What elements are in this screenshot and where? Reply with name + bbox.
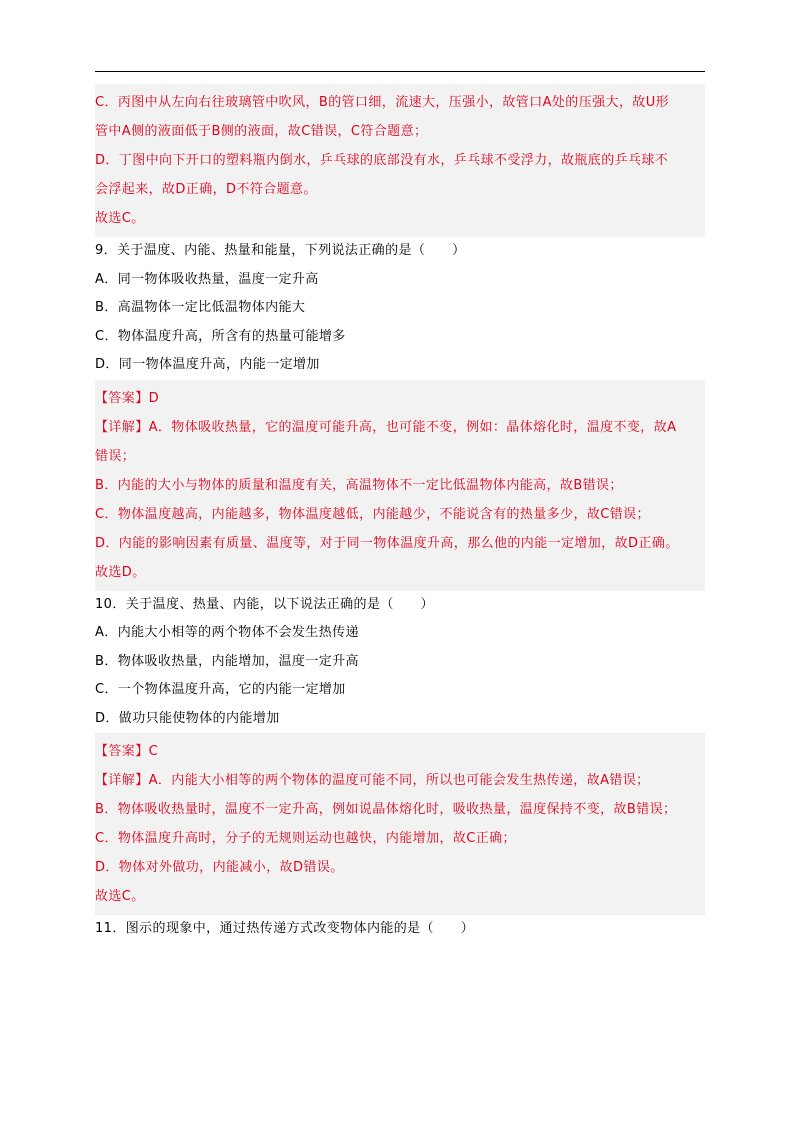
prev-answer-line: 管中A侧的液面低于B侧的液面，故C错误，C符合题意； xyxy=(95,124,428,139)
q9-option-c: C．物体温度升高，所含有的热量可能增多 xyxy=(95,328,346,344)
q9-explanation-line: C．物体温度越高，内能越多，物体温度越低，内能越少，不能说含有的热量多少，故C错误； xyxy=(95,506,650,522)
q9-answer: 【答案】D xyxy=(95,390,160,406)
prev-answer-box xyxy=(95,84,705,237)
q10-option-b: B．物体吸收热量，内能增加，温度一定升高 xyxy=(95,653,359,669)
q10-option-d: D．做功只能使物体的内能增加 xyxy=(95,710,280,726)
prev-answer-line: 会浮起来，故D正确，D不符合题意。 xyxy=(95,182,317,197)
q10-explanation-line: B．物体吸收热量时，温度不一定升高，例如说晶体熔化时，吸收热量，温度保持不变，故B错误； xyxy=(95,802,677,817)
q10-explanation-line: 【详解】A．内能大小相等的两个物体的温度可能不同，所以也可能会发生热传递，故A错误； xyxy=(95,773,650,788)
q9-option-b: B．高温物体一定比低温物体内能大 xyxy=(95,300,306,315)
q9-explanation-line: D．内能的影响因素有质量、温度等，对于同一物体温度升高，那么他的内能一定增加，故D正确。 xyxy=(95,535,679,551)
page-content xyxy=(95,84,705,944)
q9-stem: 9．关于温度、内能、热量和能量，下列说法正确的是（ ） xyxy=(95,243,466,258)
header-rule xyxy=(95,71,705,72)
prev-answer-line: C．丙图中从左向右往玻璃管中吹风，B的管口细，流速大，压强小，故管口A处的压强大，故U形 xyxy=(95,95,670,110)
q9-explanation-line: 错误； xyxy=(95,448,136,464)
prev-answer-line: 故选C。 xyxy=(95,211,145,226)
q9-explanation-line: B．内能的大小与物体的质量和温度有关，高温物体不一定比低温物体内能高，故B错误； xyxy=(95,477,623,493)
q10-stem: 10．关于温度、热量、内能，以下说法正确的是（ ） xyxy=(95,596,434,612)
q10-option-c: C．一个物体温度升高，它的内能一定增加 xyxy=(95,682,346,697)
q10-answer-box xyxy=(95,733,705,915)
q9-explanation-line: 故选D。 xyxy=(95,564,146,580)
q10-explanation-line: D．物体对外做功，内能减小，故D错误。 xyxy=(95,860,344,875)
prev-answer-line: D．丁图中向下开口的塑料瓶内倒水，乒乓球的底部没有水，乒乓球不受浮力，故瓶底的乒乓球不 xyxy=(95,153,669,168)
q9-option-a: A．同一物体吸收热量，温度一定升高 xyxy=(95,271,319,287)
q10-explanation-line: 故选C。 xyxy=(95,889,145,904)
q10-answer: 【答案】C xyxy=(95,744,159,759)
q10-option-a: A．内能大小相等的两个物体不会发生热传递 xyxy=(95,625,359,640)
q10-explanation-line: C．物体温度升高时，分子的无规则运动也越快，内能增加，故C正确； xyxy=(95,831,516,846)
q11-stem: 11．图示的现象中，通过热传递方式改变物体内能的是（ ） xyxy=(95,921,475,936)
q9-answer-box xyxy=(95,380,705,591)
q9-explanation-line: 【详解】A．物体吸收热量，它的温度可能升高，也可能不变，例如：晶体熔化时，温度不变，故A xyxy=(95,419,677,435)
q9-option-d: D．同一物体温度升高，内能一定增加 xyxy=(95,357,320,372)
